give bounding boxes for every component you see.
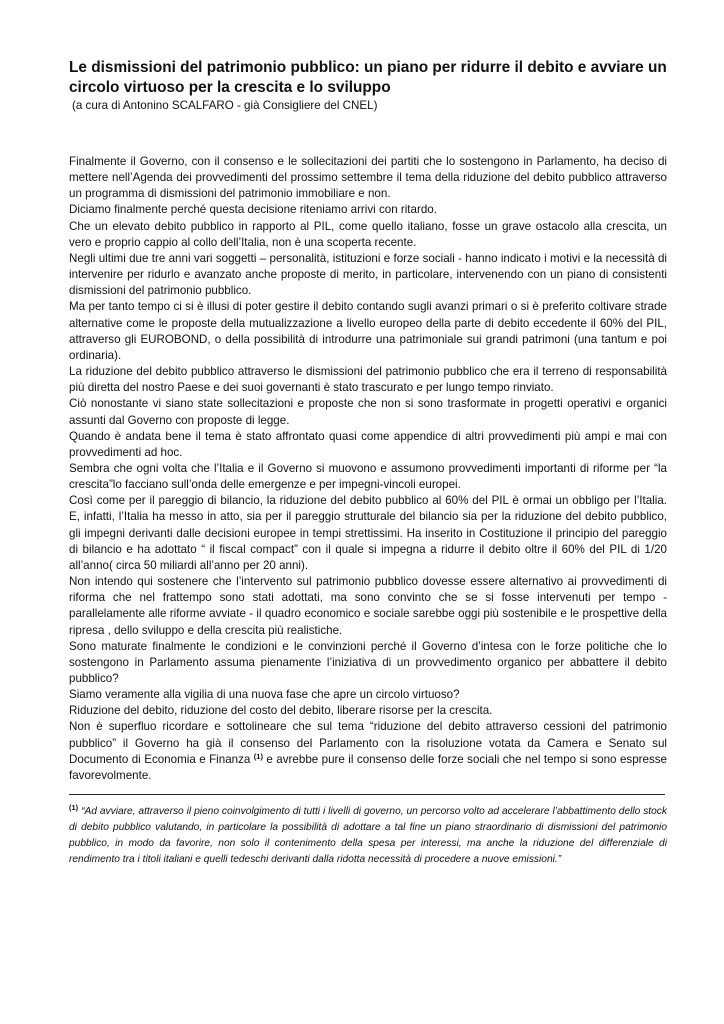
footnote-divider — [69, 794, 665, 795]
body-paragraph: Riduzione del debito, riduzione del costo del debito, liberare risorse per la crescita. — [69, 704, 493, 718]
body-paragraph: Ma per tanto tempo ci si è illusi di poter gestire il debito contando sugli avanzi primari o si è preferito coltivare strade alternative come le proposte della mutualizzazione a livello europeo della parte di debito eccedente il 60% del PIL, attraverso gli EUROBOND, o della possibilità di introdurre una patrimoniale sui grandi patrimoni (una tantum e poi ordinaria). — [69, 300, 667, 362]
body-paragraph: Sembra che ogni volta che l’Italia e il Governo si muovono e assumono provvedimenti importanti di riforme per “la crescita”lo facciano sull’onda delle emergenze e per impegni-vincoli europei. — [69, 461, 667, 492]
body-paragraph: Sono maturate finalmente le condizioni e le convinzioni perché il Governo d’intesa con le forze politiche che lo sostengono in Parlamento assuma pienamente l’iniziativa di un provvedimento organico per abbattere il debito pubblico? — [69, 639, 667, 685]
body-paragraph: La riduzione del debito pubblico attraverso le dismissioni del patrimonio pubblico che era il terreno di responsabilità più diretta del nostro Paese e dei suoi governanti è stato trascurato e per lungo tempo rinviato. — [69, 365, 667, 395]
footnote-marker: (1) — [69, 803, 79, 813]
paragraph-text: Non è superfluo ricordare e sottolineare che sul tema “riduzione del debito attraverso cessioni del patrimonio pubblico” il Governo ha già il consenso del Parlamento con la risoluzione votata da Camera e Senato sul Documento di Economia e Finanza — [69, 720, 667, 766]
paragraph-text: e avrebbe pure il consenso delle forze sociali che nel tempo si sono espresse favorevolmente. — [69, 752, 667, 782]
document-title: Le dismissioni del patrimonio pubblico: un piano per ridurre il debito e avviare un circolo virtuoso per la crescita e lo sviluppo — [69, 59, 667, 96]
document-body — [69, 154, 667, 784]
body-paragraph: Quando è andata bene il tema è stato affrontato quasi come appendice di altri provvedimenti più ampi e mai con provvedimenti ad hoc. — [69, 429, 667, 459]
body-paragraph: Finalmente il Governo, con il consenso e le sollecitazioni dei partiti che lo sostengono in Parlamento, ha deciso di mettere nell’Agenda dei provvedimenti del prossimo settembre il tema della riduzione del debito pubblico attraverso un programma di dismissioni del patrimonio immobiliare e non. — [69, 155, 667, 201]
body-paragraph: Diciamo finalmente perché questa decisione riteniamo arrivi con ritardo. — [69, 203, 437, 217]
body-paragraph: Ciò nonostante vi siano state sollecitazioni e proposte che non si sono trasformate in progetti operativi e organici assunti dal Governo con proposte di legge. — [69, 397, 667, 427]
body-paragraph: Non intendo qui sostenere che l’intervento sul patrimonio pubblico dovesse essere alternativo ai provvedimenti di riforma che nel frattempo sono stati adottati, ma sono convinto che se si fosse intervenuti per tempo - parallelamente alle riforme avviate - il quadro economico e sociale sarebbe oggi più sostenibile e le prospettive della ripresa , dello sviluppo e della crescita più realistiche. — [69, 575, 667, 637]
document-curator: (a cura di Antonino SCALFARO - già Consigliere del CNEL) — [72, 99, 378, 112]
body-paragraph-last — [69, 719, 667, 784]
footnote-reference[interactable]: (1) — [253, 751, 263, 761]
footnote-text: “Ad avviare, attraverso il pieno coinvolgimento di tutti i livelli di governo, un percorso volto ad accelerare l’abbattimento dello stock di debito pubblico valutando, in particolare la possibilità di adottare a tal fine un piano straordinario di dismissioni del patrimonio pubblico, in modo da favorire, non solo il contenimento della spesa per interessi, ma anche la riduzione del differenziale di rendimento tra i titoli italiani e quelli tedeschi derivanti dalla ridotta necessità di procedere a nuove emissioni.” — [69, 806, 667, 865]
footnote — [69, 804, 667, 868]
body-paragraph: Siamo veramente alla vigilia di una nuova fase che apre un circolo virtuoso? — [69, 688, 460, 702]
body-paragraph: Così come per il pareggio di bilancio, la riduzione del debito pubblico al 60% del PIL è ormai un obbligo per l’Italia. E, infatti, l’Italia ha messo in atto, sia per il pareggio strutturale del bilancio sia per la riduzione del debito pubblico, gli impegni derivanti dalle decisioni europee in tempi strettissimi. Ha inserito in Costituzione il principio del pareggio di bilancio e ha adottato “ il fiscal compact” con il quale si impegna a ridurre il debito oltre il 60% del PIL di 1/20 all’anno( circa 50 miliardi all’anno per 20 anni). — [69, 494, 667, 572]
body-paragraph: Negli ultimi due tre anni vari soggetti – personalità, istituzioni e forze sociali - hanno indicato i motivi e la necessità di intervenire per ridurlo e avanzato anche proposte di merito, in particolare, intervenendo con un piano di consistenti dismissioni del patrimonio pubblico. — [69, 251, 667, 298]
body-paragraph: Che un elevato debito pubblico in rapporto al PIL, come quello italiano, fosse un grave ostacolo alla crescita, un vero e proprio cappio al collo dell’Italia, non è una scoperta recente. — [69, 219, 667, 249]
